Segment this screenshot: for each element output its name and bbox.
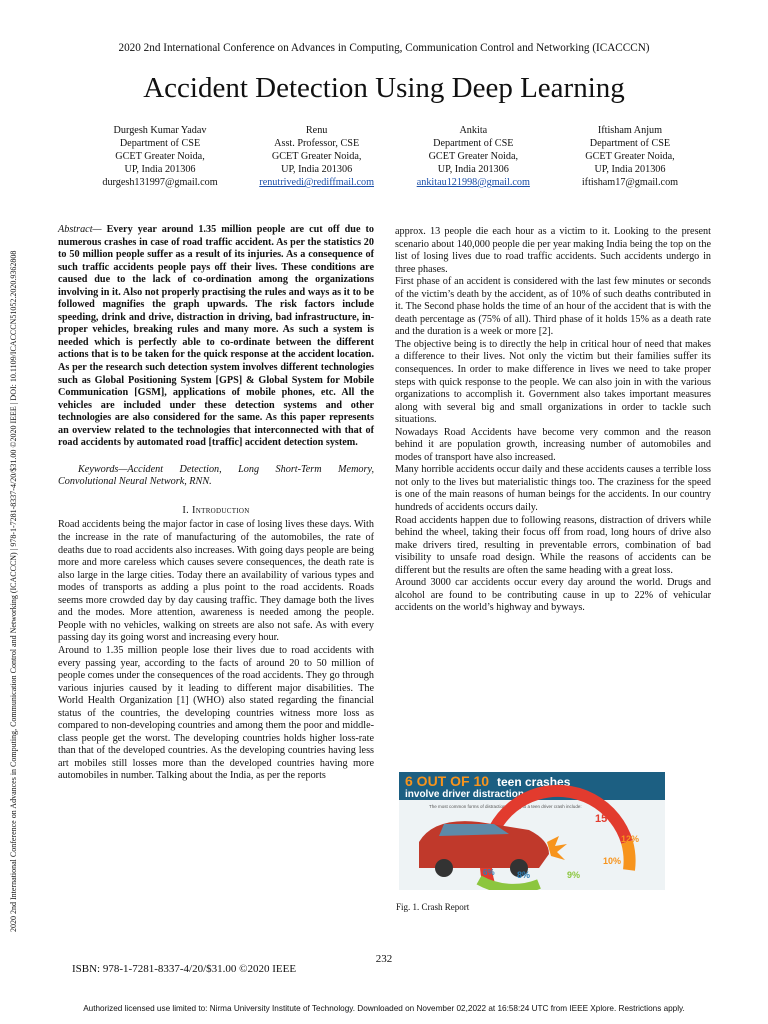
paragraph: The objective being is to directly the help in critical hour of need that makes a difference to their lives. Not only the victim but their families suffer its consequences. In order to make difference in lives we need to take proper steps with quick response to the people. We can also join in with the various organizations to accomplish it. Government also takes important measures along with several big and small organizations in order to tackle such situations. (395, 338, 711, 426)
stat-label: 10% (603, 856, 622, 866)
stat-label: 6% (483, 868, 495, 877)
paragraph: Road accidents being the major factor in case of losing lives these days. With the increase in the rate of manufacturing of the automobiles, the rate of deaths due to road accidents also increases. With going days people are being more and more careless which causes severe consequences, the death rate is also large in the large cities. Today there an availability of various types and modes of transports as adding a plus point to the road accidents. Roads seems more crowded day by day causing traffic. They damage both the lives and the modes. More attention, awareness is needed among the people. People with no vehicles, walking on streets are also not safe. As with every passing day its going worst and increasing every hour. (58, 519, 374, 644)
author-role: Department of CSE (433, 138, 514, 149)
headline-rest: teen crashes (497, 775, 571, 789)
paragraph: Many horrible accidents occur daily and these accidents causes a terrible loss not only to the lives but materialistic things too. The craziness for the speed is one of the main reasons of human beings for the accidents. In our country hundreds of accidents occurs daily. (395, 464, 711, 514)
author-place: UP, India 201306 (437, 164, 509, 175)
author-1 (85, 124, 235, 189)
license-footer: Authorized licensed use limited to: Nirma University Institute of Technology. Downloaded on November 02,2022 at 16:58:24 UTC from IEEE Xplore. Restrictions apply. (83, 1004, 685, 1013)
infographic (399, 772, 665, 890)
author-place: UP, India 201306 (594, 164, 666, 175)
section-heading: I. Introduction (182, 504, 250, 516)
paragraph: approx. 13 people die each hour as a victim to it. Looking to the present scenario about 140,000 people die per year making India being the top on the list of losing lives due to road traffic accidents. Such accidents undergo in three phases. (395, 226, 711, 275)
side-citation-text: 2020 2nd International Conference on Advances in Computing, Communication Control and Networking (ICACCCN) | 978-1-7281-8337-4/20/$31.00 ©2020 IEEE | DOI: 10.1109/ICACCCN51052.2020.9362808 (9, 250, 18, 932)
paragraph: Nowadays Road Accidents have become very common and the reason behind it are population growth, increasing number of automobiles and modes of transport have also increased. (395, 426, 711, 463)
author-role: Department of CSE (589, 138, 671, 149)
author-name: Iftisham Anjum (597, 125, 663, 136)
side-citation (9, 92, 21, 932)
headline-big: 6 OUT OF 10 (405, 773, 490, 789)
email-link[interactable]: renutrivedi@rediffmail.com (259, 177, 375, 188)
conference-header: 2020 2nd International Conference on Advances in Computing, Communication Control and Networking (ICACCCN) (118, 42, 650, 54)
keywords: Keywords—Accident Detection, Long Short-Term Memory, Convolutional Neural Network, RNN. (58, 463, 374, 488)
stat-label: 12% (621, 834, 640, 844)
page-number: 232 (375, 953, 393, 965)
author-institution: GCET Greater Noida, (428, 151, 519, 162)
author-email-link[interactable] (398, 176, 548, 189)
author-4 (555, 124, 705, 189)
author-3 (398, 124, 548, 189)
author-institution: GCET Greater Noida, (271, 151, 362, 162)
paragraph: First phase of an accident is considered with the last few minutes or seconds of the victim’s death by the accident, as of 10% of such deaths contributed in it. The Second phase holds the time of an hour of the accident that is with the death percentage as (75% of all). Third phase of it holds 15% as a death rate and the duration is a week or more [2]. (395, 276, 711, 338)
isbn-line: ISBN: 978-1-7281-8337-4/20/$31.00 ©2020 IEEE (72, 963, 297, 975)
paragraph: Around 3000 car accidents occur every day around the world. Drugs and alcohol are found to be contributing cause in up to 22% of vehicular accidents on the world’s highway and byways. (395, 577, 711, 614)
author-2 (242, 124, 392, 189)
crash-report-figure (399, 772, 665, 890)
stat-label: 15% (595, 813, 618, 825)
author-block (85, 124, 705, 189)
author-institution: GCET Greater Noida, (585, 151, 675, 162)
abstract-text: Every year around 1.35 million people are cut off due to numerous crashes in case of road traffic accident. As per the statistics 20 to 50 million people suffer as a result of its injuries. As a consequence of such traffic accidents people pays off their lives. These conditions are caused due to the lack of co-ordination among the organizations involving in it. Also not properly practising the rules and ways as it to be followed magnifies the graph upwards. The risk factors include speeding, drink and drive, distraction in driving, bad infrastructure, in-proper vehicles, breaking rules and many more. As such a system is needed which is perfectly able to co-ordinate between the different actions that is to be taken for the quick response at the accident location. As per the research such detection system involves different technologies such as Global Positioning System [GPS] & Global System for Mobile Communication [GSM], applications of mobile phones, etc. All the vehicles are included under these detection systems and other technologies are also considered for the same. As this paper represents an overview related to the technologies that interconnected with that of road accidents by automated road [traffic] accident detection system. (58, 224, 375, 449)
arc-orange (627, 842, 630, 870)
figure-caption: Fig. 1. Crash Report (396, 902, 470, 912)
abstract (58, 224, 374, 450)
headline-line2: involve driver distraction. (405, 789, 527, 800)
right-column (395, 226, 711, 615)
author-name: Durgesh Kumar Yadav (113, 125, 207, 136)
paragraph: Around to 1.35 million people lose their lives due to road accidents with every passing year, according to the facts of around 20 to 50 million of people comes under the consequences of the road accidents. They go through various injuries caused by it leading to different major disabilities. The World Health Organization [1] (WHO) also stated regarding the financial status of the countries, the developing countries witness more loss as compared to non-developing countries and among them the poor and middle-class people get the worst. The developing countries holds higher loss-rate than that of the developed countries. As the developing countries having less art mobiles still losses more than the developed countries having more automobiles in number. Talking about the India, as per the reports (58, 644, 374, 782)
car-wheel (435, 859, 453, 877)
author-role: Asst. Professor, CSE (274, 138, 360, 149)
author-email: durgesh131997@gmail.com (102, 177, 218, 188)
paragraph: Road accidents happen due to following reasons, distraction of drivers while behind the wheel, taking their focus off from road, long hours of drive also make drivers tired, resulting in preventable errors, combination of bad visibility to unsafe road design. While the reasons of accidents can be different but the results are often the same heading with a great loss. (395, 514, 711, 576)
author-email-link[interactable] (242, 176, 392, 189)
email-link[interactable]: ankitau121998@gmail.com (416, 177, 530, 188)
author-role: Department of CSE (119, 138, 201, 149)
author-place: UP, India 201306 (124, 164, 196, 175)
figure-subtitle: The most common forms of distraction leading to a teen driver crash include: (429, 804, 582, 809)
stat-label: 8% (517, 870, 531, 880)
author-place: UP, India 201306 (281, 164, 353, 175)
author-email: iftisham17@gmail.com (581, 177, 679, 188)
author-institution: GCET Greater Noida, (115, 151, 205, 162)
left-column (58, 224, 374, 783)
stat-label: 9% (567, 870, 581, 880)
author-name: Ankita (459, 125, 488, 136)
paper-title: Accident Detection Using Deep Learning (143, 72, 625, 104)
abstract-label: Abstract— (58, 224, 102, 235)
author-name: Renu (305, 125, 328, 136)
